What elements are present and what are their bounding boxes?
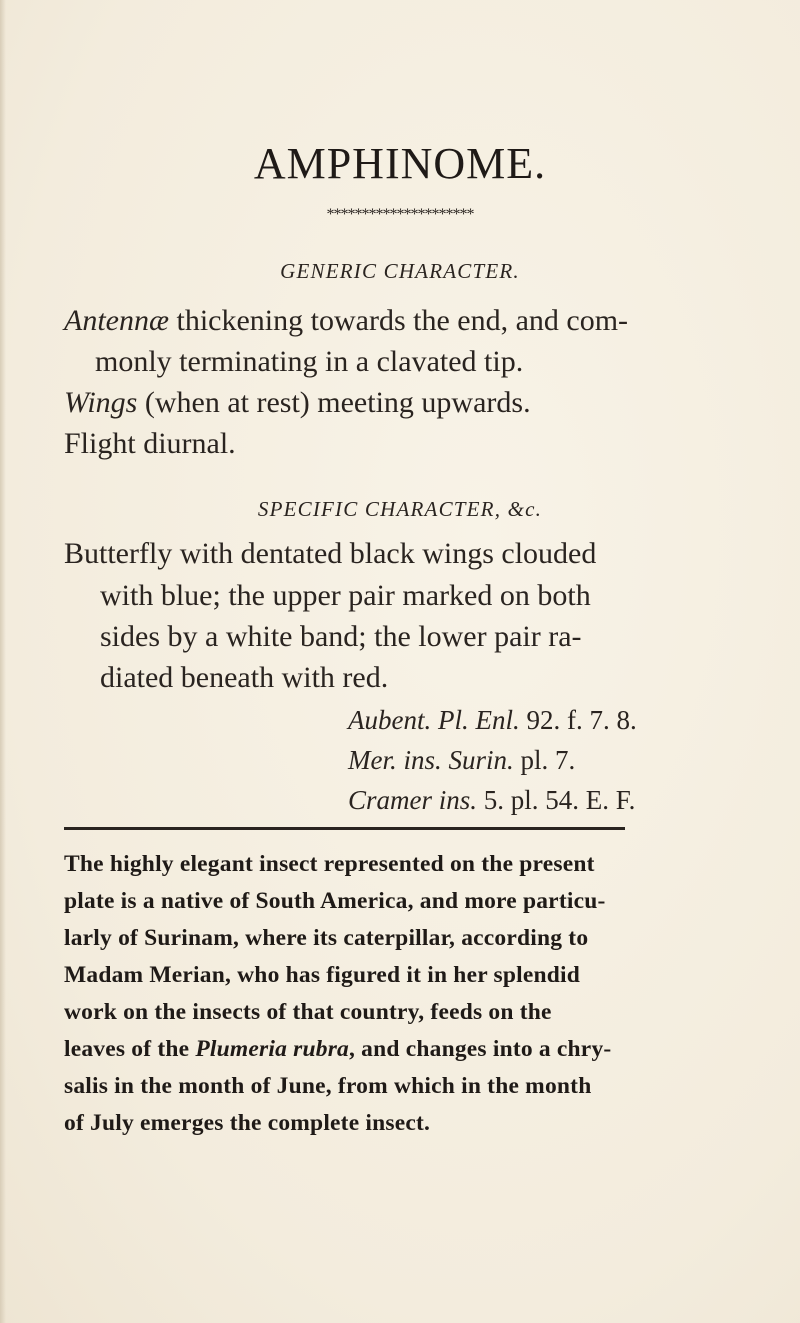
page-title: AMPHINOME. (253, 139, 547, 188)
description-line: salis in the month of June, from which in the month (64, 1073, 592, 1099)
specific-line: Butterfly with dentated black wings clouded (64, 537, 597, 570)
description-line: of July emerges the complete insect. (64, 1110, 431, 1136)
generic-line (64, 304, 628, 338)
generic-term: Antennæ (64, 304, 169, 337)
ornament-divider: ********************* (326, 206, 474, 223)
generic-line-text: (when at rest) meeting upwards. (137, 386, 531, 419)
generic-line-text: monly terminating in a clavated tip. (95, 345, 524, 378)
description-text: leaves of the (64, 1036, 196, 1062)
generic-line-text: Flight diurnal. (64, 427, 236, 460)
specific-line: diated beneath with red. (100, 661, 389, 694)
generic-line (64, 386, 531, 420)
reference-source: Mer. ins. Surin. (348, 745, 514, 775)
page-edge-shadow (0, 0, 6, 1323)
specific-line: sides by a white band; the lower pair ra- (100, 620, 582, 653)
reference-entry (348, 744, 575, 776)
section-rule (64, 827, 625, 830)
description-line: Madam Merian, who has figured it in her splendid (64, 962, 580, 988)
generic-line-text: thickening towards the end, and com- (169, 304, 629, 337)
specific-line: with blue; the upper pair marked on both (100, 579, 591, 612)
reference-detail: 92. f. 7. 8. (519, 705, 637, 735)
reference-entry (348, 704, 637, 736)
description-line: plate is a native of South America, and more particu- (64, 888, 606, 914)
reference-entry (348, 784, 635, 816)
generic-term: Wings (64, 386, 138, 419)
description-line: larly of Surinam, where its caterpillar, according to (64, 925, 589, 951)
description-line: work on the insects of that country, feeds on the (64, 999, 552, 1025)
generic-line (95, 345, 523, 379)
plant-name: Plumeria rubra (195, 1036, 349, 1062)
reference-source: Aubent. Pl. Enl. (348, 705, 520, 735)
description-line (64, 1034, 611, 1064)
specific-character-heading: SPECIFIC CHARACTER, &c. (257, 497, 543, 521)
description-text: , and changes into a chry- (349, 1036, 612, 1062)
reference-detail: 5. pl. 54. E. F. (477, 785, 636, 815)
reference-detail: pl. 7. (513, 745, 576, 775)
description-line: The highly elegant insect represented on the present (64, 851, 595, 877)
reference-source: Cramer ins. (348, 785, 478, 815)
generic-line (64, 427, 236, 461)
generic-character-heading: GENERIC CHARACTER. (280, 259, 520, 283)
